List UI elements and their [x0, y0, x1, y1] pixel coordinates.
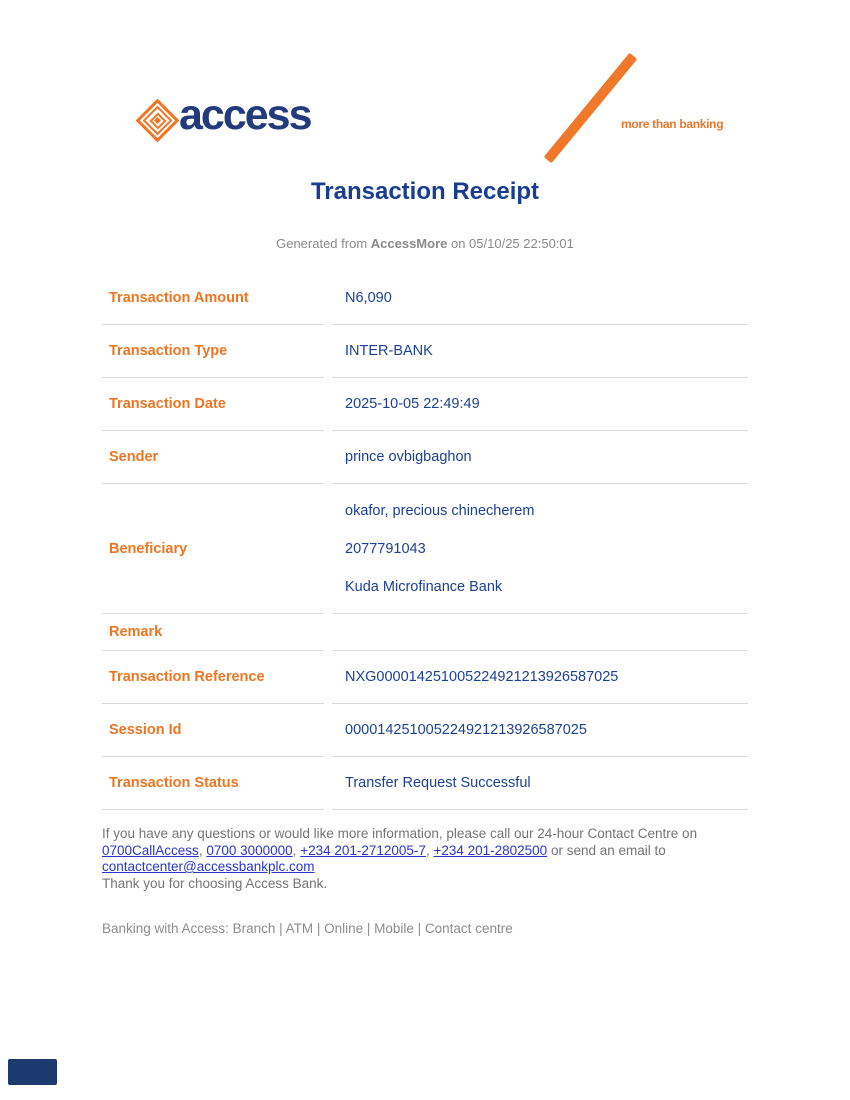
row-value: [332, 614, 748, 651]
row-value-line: N6,090: [345, 290, 392, 306]
row-gap: [324, 614, 332, 651]
row-label: Beneficiary: [102, 484, 324, 614]
footer-navy-chip: [8, 1059, 57, 1085]
brand-tagline: more than banking: [621, 117, 724, 131]
contact-phone-link[interactable]: +234 201-2712005-7: [300, 842, 426, 858]
row-value-line: INTER-BANK: [345, 343, 433, 359]
row-label: Transaction Status: [102, 757, 324, 810]
generated-app-name: AccessMore: [370, 236, 448, 251]
row-value: [332, 704, 748, 757]
row-label: Transaction Amount: [102, 272, 324, 325]
row-value: [332, 272, 748, 325]
page-title: Transaction Receipt: [310, 178, 540, 205]
row-label: Sender: [102, 431, 324, 484]
row-value-line: 2025-10-05 22:49:49: [345, 396, 480, 412]
row-value-line: okafor, precious chinecherem: [345, 502, 535, 519]
contact-email-link[interactable]: contactcenter@accessbankplc.com: [102, 859, 315, 874]
receipt-row: [102, 272, 748, 325]
generated-line: [0, 236, 850, 251]
row-value: [332, 484, 748, 614]
banking-channels-line: Banking with Access: Branch | ATM | Online | Mobile | Contact centre: [102, 921, 513, 936]
receipt-row: [102, 378, 748, 431]
row-label: Remark: [102, 614, 324, 651]
access-bank-logo: [133, 85, 353, 155]
row-value: [332, 325, 748, 378]
receipt-row: [102, 431, 748, 484]
row-gap: [324, 484, 332, 614]
row-gap: [324, 651, 332, 704]
receipt-row: [102, 757, 748, 810]
generated-prefix: Generated from: [276, 236, 371, 251]
contact-phone-link[interactable]: +234 201-2802500: [433, 842, 548, 858]
row-label: Session Id: [102, 704, 324, 757]
row-gap: [324, 431, 332, 484]
row-gap: [324, 272, 332, 325]
row-value: [332, 757, 748, 810]
row-gap: [324, 757, 332, 810]
row-value-line: prince ovbigbaghon: [345, 449, 472, 465]
brand-wordmark: access: [179, 91, 311, 139]
row-value: [332, 431, 748, 484]
receipt-row: [102, 484, 748, 614]
contact-info: If you have any questions or would like more information, please call our 24-hour Contact Centre on 0700CallAccess, 0700 3000000, +234 201-2712005-7, +234 201-2802500 or send an email to contactcenter@accessbankplc.com Thank you for choosing Access Bank.: [102, 826, 698, 891]
row-value-line: 2077791043: [345, 540, 426, 557]
row-label: Transaction Reference: [102, 651, 324, 704]
row-value-line: 000014251005224921213926587025: [345, 722, 587, 738]
receipt-row: [102, 704, 748, 757]
receipt-row: [102, 614, 748, 651]
contact-phone-link[interactable]: 0700CallAccess: [102, 842, 199, 858]
row-value: [332, 651, 748, 704]
slash-icon: [544, 53, 638, 164]
row-label: Transaction Type: [102, 325, 324, 378]
receipt-table: [102, 272, 748, 810]
row-value-line: NXG000014251005224921213926587025: [345, 669, 619, 685]
receipt-row: [102, 651, 748, 704]
row-label: Transaction Date: [102, 378, 324, 431]
row-value-line: Transfer Request Successful: [345, 775, 531, 791]
row-gap: [324, 704, 332, 757]
row-gap: [324, 378, 332, 431]
generated-suffix: on 05/10/25 22:50:01: [447, 236, 574, 251]
row-value-line: Kuda Microfinance Bank: [345, 578, 503, 595]
row-gap: [324, 325, 332, 378]
receipt-row: [102, 325, 748, 378]
contact-phone-link[interactable]: 0700 3000000: [206, 842, 293, 858]
row-value: [332, 378, 748, 431]
